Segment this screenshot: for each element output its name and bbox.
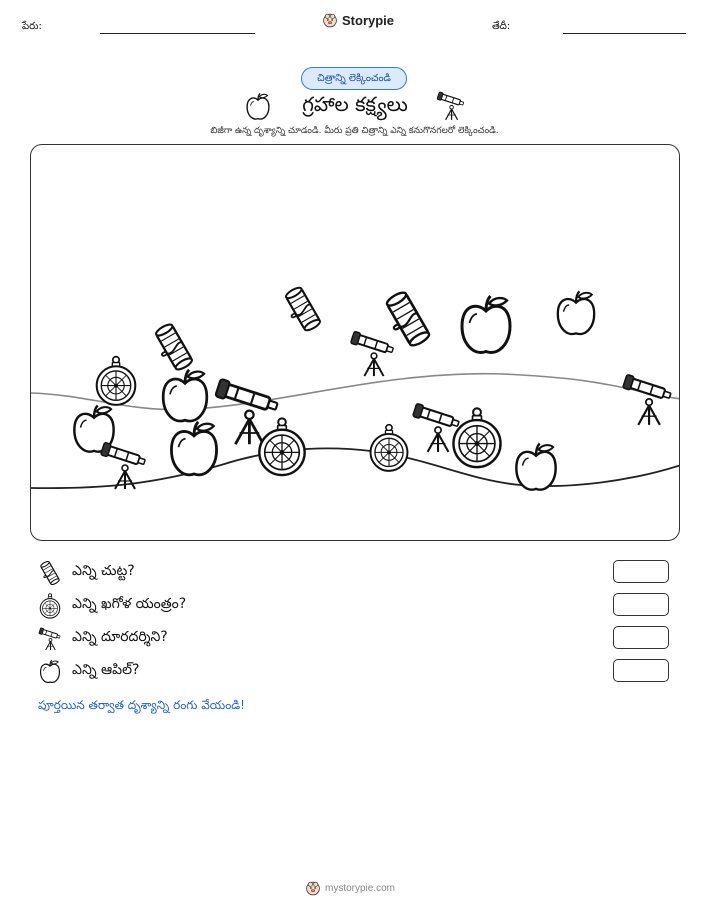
answer-box[interactable] — [613, 593, 669, 616]
telescope-icon — [436, 90, 466, 122]
coloring-note: పూర్తయిన తర్వాత దృశ్యాన్ని రంగు వేయండి! — [38, 698, 245, 712]
answer-box[interactable] — [613, 626, 669, 649]
astrolabe-icon — [38, 593, 62, 619]
brand-name: Storypie — [342, 12, 395, 28]
scene-illustration — [31, 145, 680, 541]
storypie-mascot-icon — [322, 12, 338, 28]
name-field-line[interactable] — [100, 33, 255, 34]
question-row — [38, 560, 678, 586]
scroll-icon — [150, 322, 193, 374]
question-text: ఎన్ని దూరదర్శిని? — [72, 629, 168, 645]
question-row — [38, 626, 678, 652]
site-url[interactable]: mystorypie.com — [325, 882, 396, 894]
instructions: బిజీగా ఉన్న దృశ్యాన్ని చూడండి. మీరు ప్రతి చిత్రాన్ని ఎన్ని కనుగొనగలరో లెక్కించండి. — [210, 126, 499, 136]
astrolabe-icon — [453, 408, 500, 467]
activity-badge: చిత్రాన్ని లెక్కించండి — [301, 67, 407, 90]
apple-icon — [462, 296, 510, 352]
astrolabe-icon — [371, 425, 408, 471]
question-row — [38, 659, 678, 685]
apple-icon — [244, 92, 272, 122]
telescope-icon — [351, 331, 395, 376]
apple-icon — [38, 659, 62, 685]
question-row — [38, 593, 678, 619]
storypie-mascot-icon — [305, 880, 321, 896]
answer-box[interactable] — [613, 560, 669, 583]
date-field-line[interactable] — [563, 33, 686, 34]
answer-box[interactable] — [613, 659, 669, 682]
name-label: పేరు: — [22, 21, 42, 32]
date-label: తేదీ: — [492, 21, 511, 32]
title-row — [244, 92, 466, 120]
scroll-icon — [380, 290, 431, 351]
telescope-icon — [623, 374, 673, 424]
brand-logo — [322, 12, 394, 28]
telescope-icon — [38, 626, 62, 652]
counting-scene — [30, 144, 680, 541]
scroll-icon — [38, 560, 62, 586]
apple-icon — [558, 291, 594, 334]
astrolabe-icon — [259, 418, 304, 475]
question-text: ఎన్ని చుట్ట? — [72, 563, 135, 579]
site-footer — [305, 880, 395, 896]
apple-icon — [516, 443, 555, 489]
apple-icon — [171, 422, 216, 475]
astrolabe-icon — [97, 357, 136, 405]
question-text: ఎన్ని ఆపిల్? — [72, 662, 140, 678]
apple-icon — [163, 370, 207, 421]
page-title: గ్రహాల కక్ష్యలు — [302, 92, 408, 116]
question-text: ఎన్ని ఖగోళ యంత్రం? — [72, 596, 187, 612]
scroll-icon — [280, 286, 321, 335]
